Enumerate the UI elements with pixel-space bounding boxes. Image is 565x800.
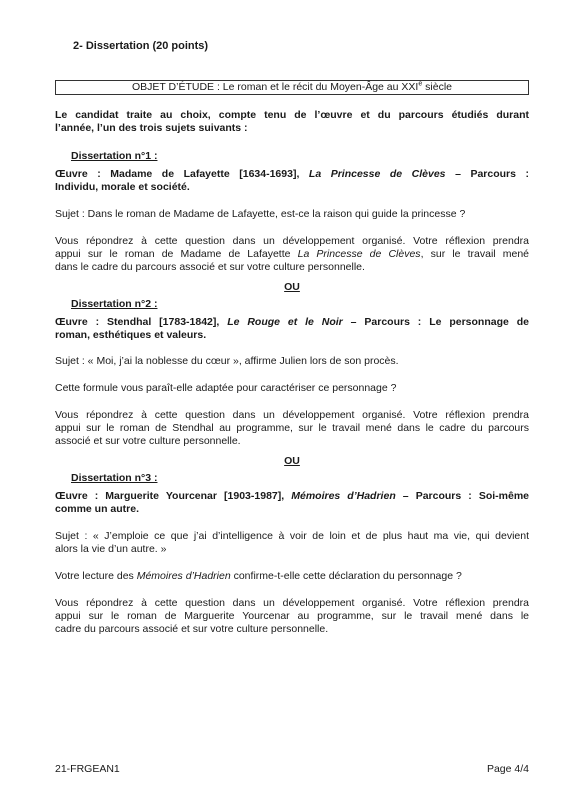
dissertation-2-oeuvre-line-1 [55,316,529,329]
intro-paragraph [55,109,529,135]
dissertation-1-consigne [55,235,529,274]
dissertation-2-sujet: Sujet : « Moi, j’ai la noblesse du cœur », affirme Julien lors de son procès. [55,355,399,367]
question-title: Mémoires d’Hadrien [136,570,231,582]
consigne-line-1: Vous répondrez à cette question dans un développement organisé. Votre réflexion prendra [55,597,529,609]
dissertation-2-consigne [55,409,529,448]
oeuvre-title: La Princesse de Clèves [308,168,446,180]
objet-etude-after: siècle [422,81,452,93]
consigne-line-1: Vous répondrez à cette question dans un développement organisé. Votre réflexion prendra [55,235,529,247]
intro-line-1: Le candidat traite au choix, compte tenu de l’œuvre et du parcours étudiés durant [55,109,529,121]
consigne-line-1: Vous répondrez à cette question dans un développement organisé. Votre réflexion prendra [55,409,529,421]
consigne-line-2: appui sur le roman de Marguerite Yourcenar au programme, sur le travail mené dans le [55,610,529,622]
consigne-title: La Princesse de Clèves [297,248,421,260]
dissertation-2-oeuvre-line-2: roman, esthétiques et valeurs. [55,329,207,341]
dissertation-2-question: Cette formule vous paraît-elle adaptée pour caractériser ce personnage ? [55,382,397,394]
dissertation-1-oeuvre-line-1 [55,168,529,181]
question-text-end: confirme-t-elle cette déclaration du personnage ? [233,570,462,582]
footer-page-number: Page 4/4 [486,763,529,775]
consigne-text: appui sur le roman de Madame de Lafayette [55,248,291,260]
dissertation-3-consigne [55,597,529,636]
dissertation-2-heading: Dissertation n°2 : [71,298,158,310]
dissertation-3-oeuvre [55,490,529,516]
dissertation-1-oeuvre [55,168,529,194]
footer-code: 21-FRGEAN1 [55,763,120,775]
oeuvre-author: Œuvre : Madame de Lafayette [1634-1693], [55,168,300,180]
oeuvre-parcours: – Parcours : Soi-même [402,490,529,502]
consigne-line-3: cadre du parcours associé et sur votre culture personnelle. [55,623,329,635]
oeuvre-parcours: – Parcours : [455,168,529,180]
dissertation-3-sujet [55,530,529,556]
objet-etude-box [55,80,529,95]
oeuvre-parcours: – Parcours : Le personnage de [350,316,529,328]
consigne-line-3: dans le cadre du parcours associé et sur votre culture personnelle. [55,261,365,273]
dissertation-1-sujet: Sujet : Dans le roman de Madame de Lafayette, est-ce la raison qui guide la princesse ? [55,208,466,220]
oeuvre-title: Le Rouge et le Noir [227,316,343,328]
consigne-line-2 [55,248,529,261]
consigne-line-3: associé et sur votre culture personnelle. [55,435,241,447]
objet-etude-text: OBJET D’ÉTUDE : Le roman et le récit du Moyen-Âge au XXI [131,81,419,93]
question-text: Votre lecture des [55,570,134,582]
section-title: 2- Dissertation (20 points) [73,40,209,52]
oeuvre-title: Mémoires d’Hadrien [291,490,396,502]
oeuvre-author: Œuvre : Stendhal [1783-1842], [55,316,220,328]
intro-line-2: l’année, l’un des trois sujets suivants : [55,122,248,134]
sujet-line-2: alors la vie d’un autre. » [55,543,167,555]
consigne-text-end: , sur le travail mené [420,248,530,260]
dissertation-1-oeuvre-line-2: Individu, morale et société. [55,181,190,193]
dissertation-3-oeuvre-line-2: comme un autre. [55,503,140,515]
dissertation-2-oeuvre [55,316,529,342]
dissertation-1-heading: Dissertation n°1 : [71,150,158,162]
dissertation-3-question [55,570,529,583]
consigne-line-2: appui sur le roman de Stendhal au programme, sur le travail mené dans le cadre du parcours [55,422,529,434]
objet-etude-sup: e [418,80,423,88]
dissertation-3-oeuvre-line-1 [55,490,529,503]
oeuvre-author: Œuvre : Marguerite Yourcenar [1903-1987], [55,490,285,502]
ou-separator-2: OU [284,455,300,467]
sujet-line-1: Sujet : « J’emploie ce que j’ai d’intelligence à voir de loin et de plus haut ma vie, qui devient [55,530,529,542]
ou-separator-1: OU [284,281,300,293]
dissertation-3-heading: Dissertation n°3 : [71,472,158,484]
